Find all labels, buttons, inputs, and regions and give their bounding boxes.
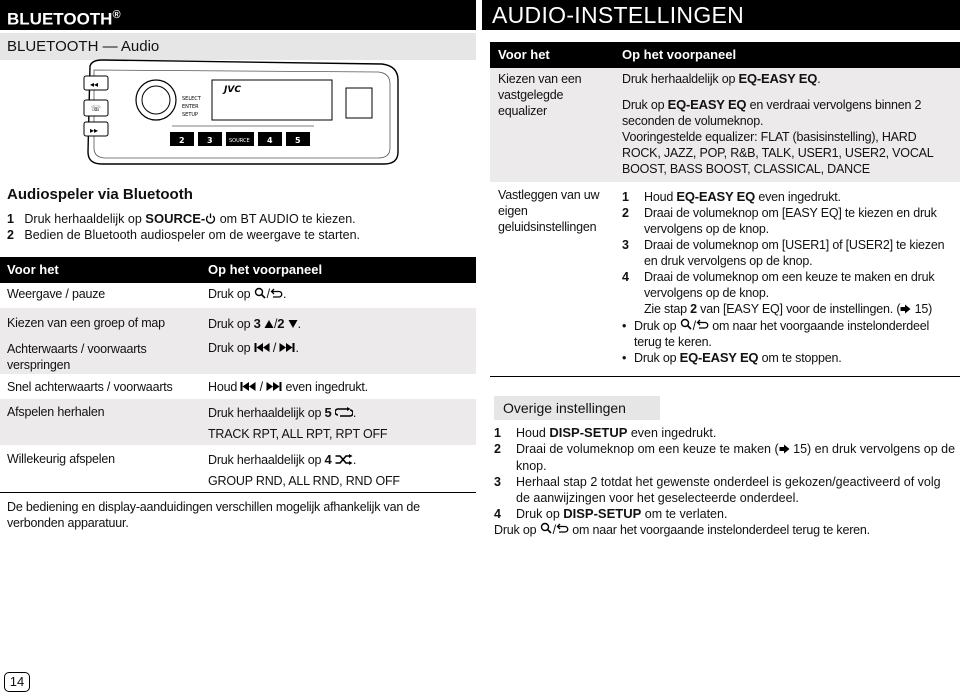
disp-key-label: DISP-SETUP [563,505,642,521]
registered-mark: ® [112,9,121,21]
power-icon [205,212,216,228]
op-post: . [295,341,299,355]
op-pre: Druk herhaaldelijk op [208,453,325,467]
op-pre: Druk op [208,341,254,355]
text: Druk op [622,98,668,112]
label-setup: SETUP [182,112,199,118]
text: om te verlaten. [641,506,728,521]
eq-line-1 [622,71,954,87]
repeat-icon [335,407,353,421]
eq-key-label: EQ-EASY EQ [676,189,756,204]
col-header-action: Voor het [7,262,59,277]
section-header-audio: AUDIO-INSTELLINGEN [482,0,960,30]
text: even ingedrukt. [627,426,717,440]
label-select: SELECT [182,96,201,102]
step-ref: 2 [690,302,697,316]
row-action-repeat: Afspelen herhalen [7,405,105,419]
text: Druk herhaaldelijk op [622,72,739,86]
row-action-preset-eq: Kiezen van een vastgelegde equalizer [498,72,582,118]
skip-back-icon [254,342,270,356]
step-num-2: 2 [7,228,14,242]
skip-forward-icon [266,381,282,395]
text: . [817,72,821,86]
search-icon [540,522,553,538]
eq-values: FLAT (basisinstelling), HARD ROCK, JAZZ, POP, R&B, TALK, USER1, USER2, VOCAL BOOST, BASS BOOST, CLASSICAL, DANCE [622,130,934,176]
skip-back-icon [240,381,256,395]
custom-bullet-1: • Druk op / om naar het voorgaande instelonderdeel terug te keren. [622,318,930,350]
custom-step-1: 1 Houd EQ-EASY EQ even ingedrukt. [622,189,841,204]
row-modes-repeat: TRACK RPT, ALL RPT, RPT OFF [208,427,388,441]
right-table-bottom-rule [490,376,960,377]
step-2 [7,227,477,243]
custom-step-4-sub [622,301,956,318]
row-op-fast: Houd / even ingedrukt. [208,380,368,394]
search-icon [254,287,267,302]
section-title-bt-audio: Audiospeler via Bluetooth [7,186,193,203]
text: Draai de volumeknop om [EASY EQ] te kiezen en druk vervolgens op de knop. [644,206,937,236]
text: Druk op [516,506,564,521]
op-pre: Houd [208,380,241,394]
skip-forward-icon [279,342,295,356]
text: ) en druk vervolgens op de knop. [516,442,956,473]
page-ref-arrow-icon [779,442,790,458]
svg-text:▸▸: ▸▸ [90,126,99,135]
op-post: . [282,287,287,301]
op-pre: Druk herhaaldelijk op [208,406,325,420]
search-icon [680,318,693,334]
text: en verdraai vervolgens binnen 2 seconden de volumeknop. [622,98,922,128]
text: Draai de volumeknop om een keuze te maken en druk vervolgens op de knop. [644,270,935,300]
text: Herhaal stap 2 totdat het gewenste onderdeel is gekozen/geactiveerd of volg de aanwijzingen voor het geselecteerde onderdeel. [516,474,941,505]
eq-line-3 [622,129,954,177]
row-action-fast: Snel achterwaarts / voorwaarts [7,380,173,394]
text: Draai de volumeknop om [USER1] of [USER2] te kiezen en druk vervolgens op de knop. [644,238,945,268]
text: Vooringestelde equalizer: [622,130,761,144]
back-icon [270,287,283,302]
other-settings-steps [494,425,956,538]
source-label: SOURCE [229,138,250,144]
other-step-1: 1 Houd DISP-SETUP even ingedrukt. [494,425,717,440]
preset-label-5: 5 [295,136,301,145]
row-action-custom-eq: Vastleggen van uw eigen geluidsinstellingen [498,188,600,234]
row-action-skip: Achterwaarts / voorwaarts verspringen [7,342,147,372]
disp-key-label: DISP-SETUP [549,425,628,440]
radio-slot [346,88,372,118]
op-pre: Druk op [208,287,254,301]
row-op-skip: Druk op / . [208,341,299,355]
source-key-label: SOURCE- [145,211,206,226]
text: Zie stap [644,302,691,316]
text: Draai de volumeknop om een keuze te maken ( [516,442,779,456]
text: Druk op [634,351,680,366]
brand-logo: JVC [224,85,241,95]
preset-label-3: 3 [207,136,213,145]
op-post: . [352,453,357,467]
text: 15) [914,302,933,316]
preset-label-2: 2 [179,136,185,145]
row-op-play-pause: Druk op / . [208,287,287,301]
shuffle-icon [335,454,353,468]
key-3: 3 [253,316,261,331]
key-4: 4 [324,452,332,467]
eq-key-label: EQ-EASY EQ [738,71,818,86]
op-post: . [352,406,357,420]
eq-key-label: EQ-EASY EQ [667,97,747,112]
step-1-post: om BT AUDIO te kiezen. [216,212,356,226]
text: Druk op [494,522,540,537]
row-op-group-folder: Druk op 3 /2 . [208,316,301,331]
step-num-1: 1 [7,212,14,226]
step-1-pre: Druk herhaaldelijk op [24,212,146,226]
back-icon [556,522,569,538]
row-modes-random: GROUP RND, ALL RND, RND OFF [208,474,400,488]
footnote: De bediening en display-aanduidingen verschillen mogelijk afhankelijk van de verbonden apparatuur. [7,500,420,530]
text: om te stoppen. [758,351,842,366]
svg-text:☏: ☏ [91,104,102,113]
step-1 [7,211,477,228]
other-settings-title: Overige instellingen [494,396,660,420]
key-2: 2 [277,316,285,331]
eq-key-label: EQ-EASY EQ [679,350,759,366]
up-triangle-icon [264,318,274,332]
svg-text:◂◂: ◂◂ [90,80,99,89]
text: van [EASY EQ] voor de instellingen. ( [696,302,901,316]
other-step-2: 2 Draai de volumeknop om een keuze te maken ( 15) en druk vervolgens op de knop. [494,442,956,473]
text: Druk op [634,318,680,333]
eq-line-2 [622,97,954,129]
row-op-repeat [208,405,356,421]
other-back-note: Druk op / om naar het voorgaande instelonderdeel terug te keren. [494,522,870,537]
subsection-header: BLUETOOTH — Audio [0,33,476,60]
text: om naar het voorgaande instelonderdeel terug te keren. [568,522,870,537]
op-pre: Druk op [208,317,254,331]
text: Houd [644,190,677,204]
row-op-preset-eq [622,71,954,177]
custom-step-3: 3 Draai de volumeknop om [USER1] of [USER2] te kiezen en druk vervolgens op de knop. [622,237,956,269]
row-action-play-pause: Weergave / pauze [7,287,106,301]
other-step-4: 4 Druk op DISP-SETUP om te verlaten. [494,505,728,521]
row-op-custom-eq [622,189,956,366]
custom-bullet-2: • Druk op EQ-EASY EQ om te stoppen. [622,350,842,366]
row-action-random: Willekeurig afspelen [7,452,115,466]
text: Houd [516,426,550,440]
preset-label-4: 4 [267,136,273,145]
col-header-action: Voor het [498,47,550,62]
custom-step-2: 2 Draai de volumeknop om [EASY EQ] te kiezen en druk vervolgens op de knop. [622,205,956,237]
custom-step-4: 4 Draai de volumeknop om een keuze te maken en druk vervolgens op de knop. [622,269,956,301]
step-2-text: Bedien de Bluetooth audiospeler om de weergave te starten. [24,228,361,242]
right-table-header [490,42,960,68]
section-header-bluetooth: BLUETOOTH® [0,0,476,30]
row-op-random [208,452,356,468]
car-radio-illustration [82,58,402,168]
text: 15 [793,442,808,456]
op-post: . [297,317,301,331]
page-ref-arrow-icon [900,302,911,318]
down-triangle-icon [288,318,298,332]
col-header-panel: Op het voorpaneel [622,47,737,62]
other-step-3: 3 Herhaal stap 2 totdat het gewenste onderdeel is gekozen/geactiveerd of volg de aanwijzingen voor het geselecteerde onderdeel. [494,474,956,506]
row-action-group-folder: Kiezen van een groep of map [7,316,165,330]
back-icon [696,318,709,334]
key-5: 5 [324,405,332,420]
text: even ingedrukt. [755,190,841,204]
text: om naar het voorgaande instelonderdeel terug te keren. [634,318,930,350]
page-number: 14 [4,672,30,692]
table-bottom-rule [0,492,476,493]
label-enter: ENTER [182,104,199,110]
col-header-panel: Op het voorpaneel [208,262,323,277]
op-post: even ingedrukt. [282,380,368,394]
table-header [0,257,476,283]
